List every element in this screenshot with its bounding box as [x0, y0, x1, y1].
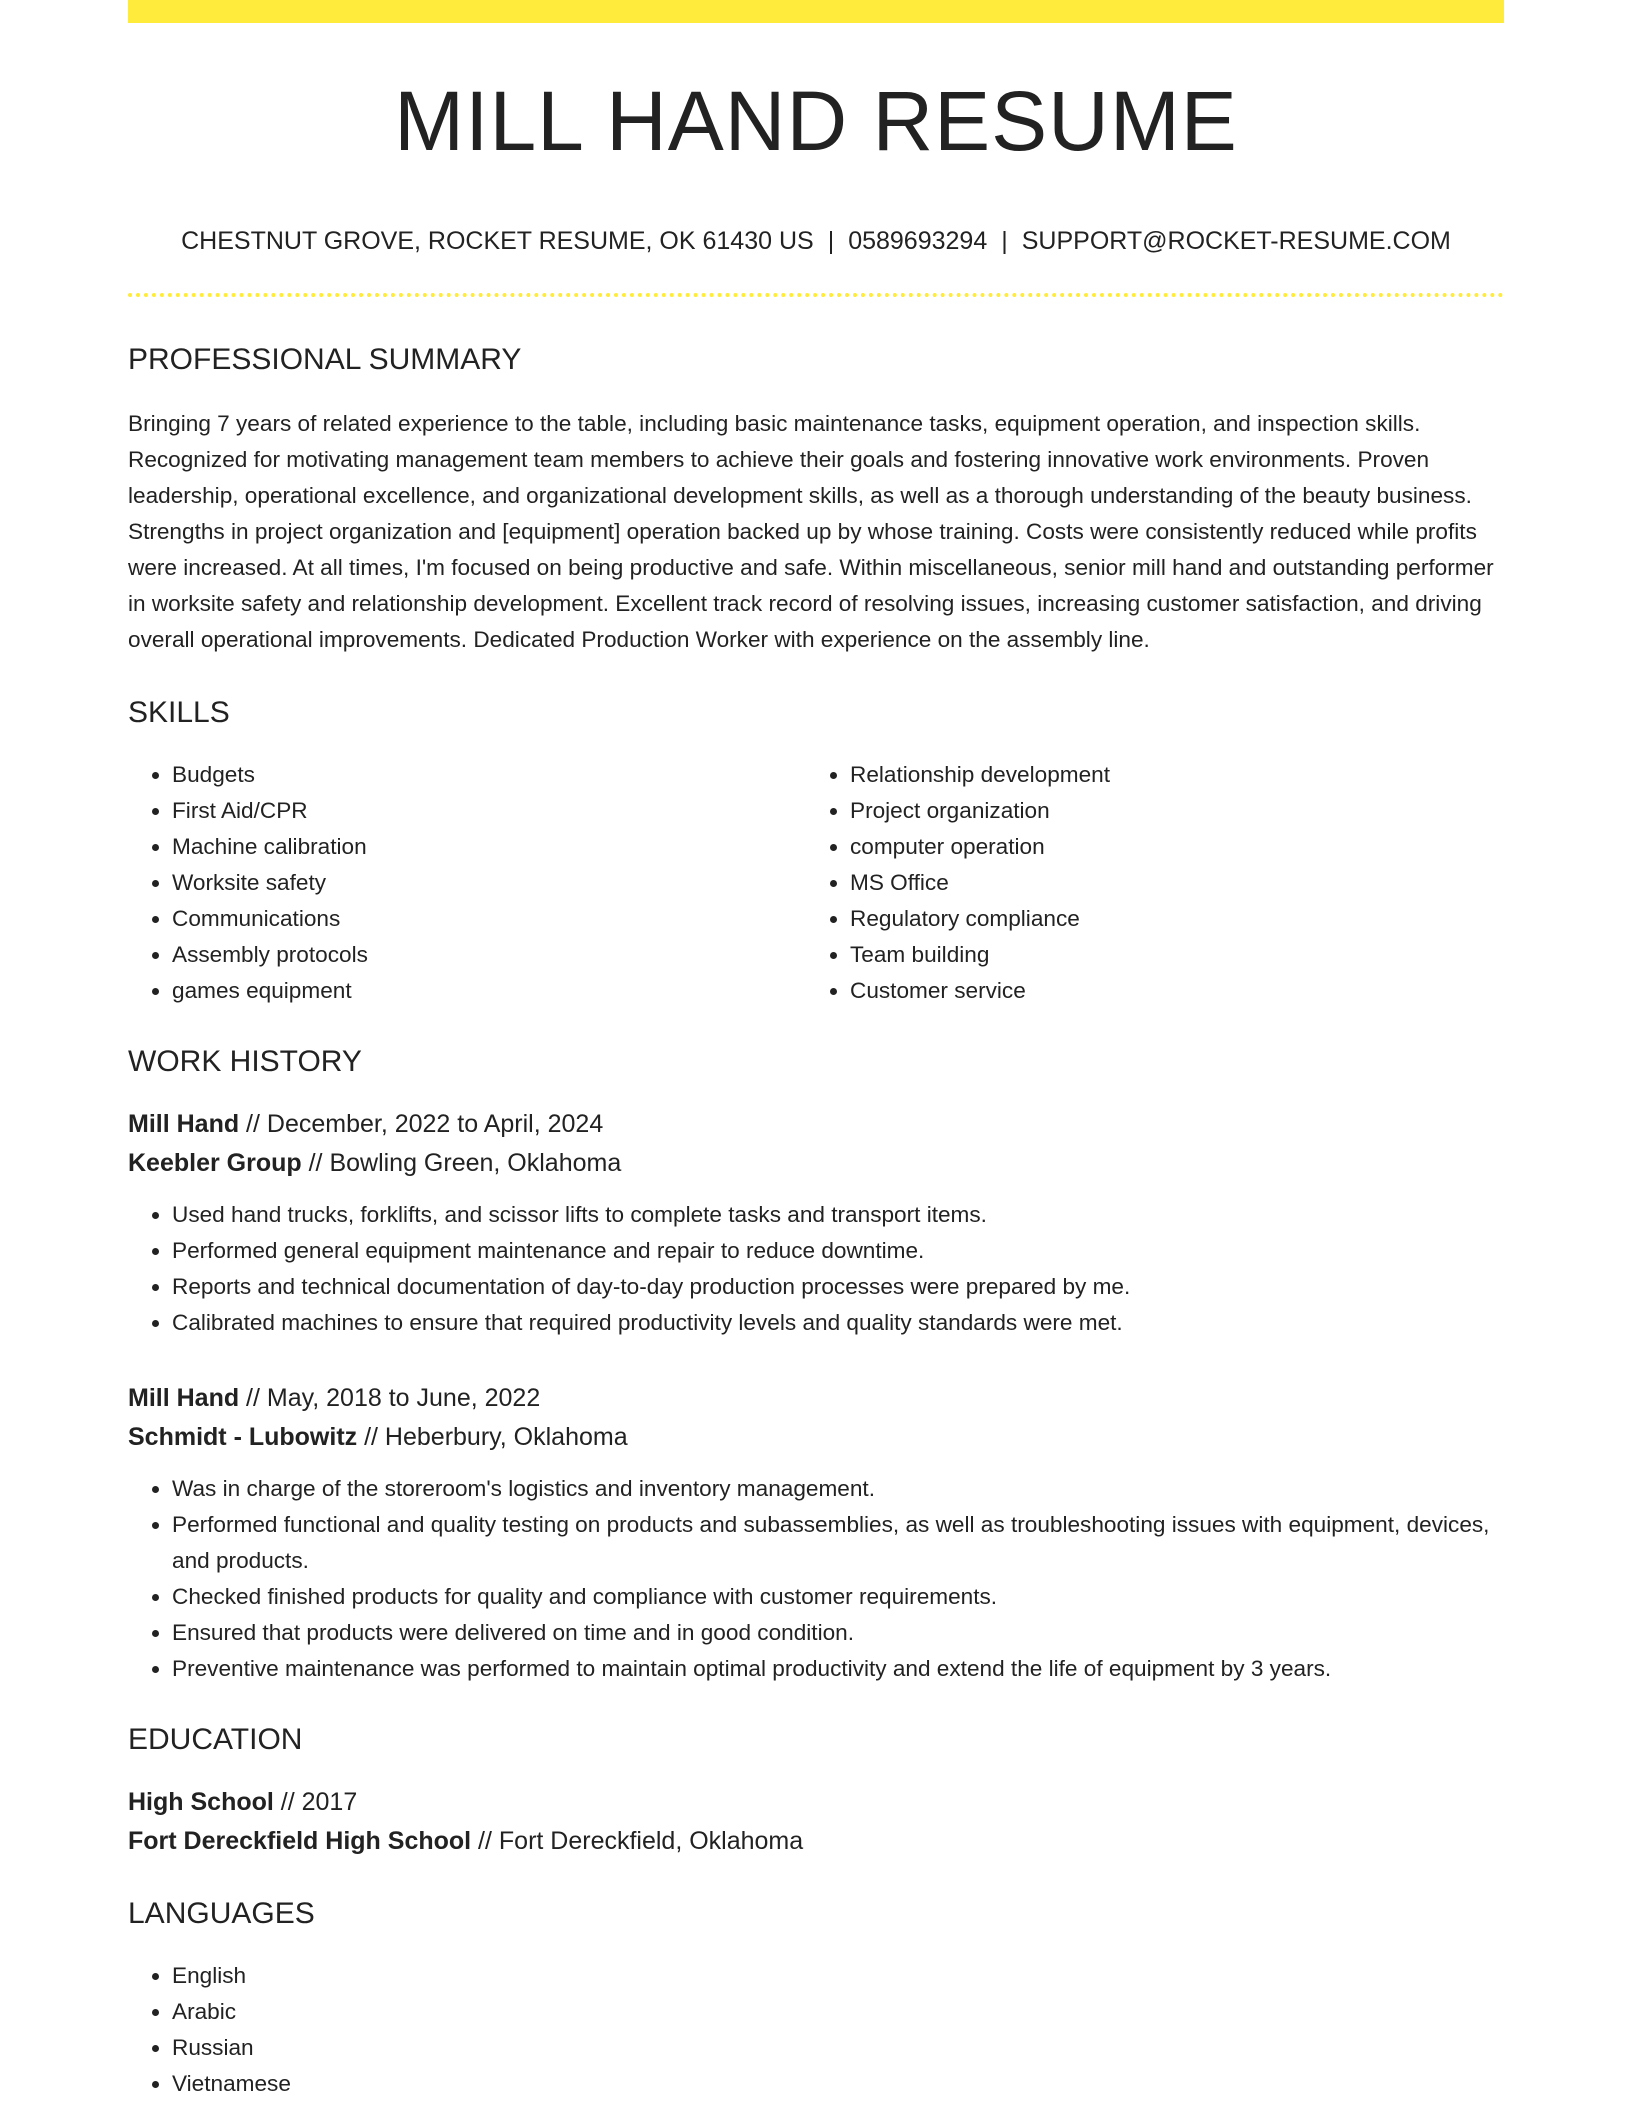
education-degree-line [128, 1783, 1504, 1822]
education-school-line [128, 1822, 1504, 1861]
skills-heading: SKILLS [128, 696, 230, 729]
language-item: • Russian [172, 2030, 1504, 2066]
job-bullet: • Ensured that products were delivered on time and in good condition. [172, 1615, 1504, 1651]
job-bullet: • Reports and technical documentation of day-to-day production processes were prepared by me. [172, 1269, 1504, 1305]
job-location: // Bowling Green, Oklahoma [301, 1149, 622, 1177]
work-history-heading: WORK HISTORY [128, 1045, 362, 1078]
education-year: // 2017 [273, 1788, 358, 1816]
job-company-line [128, 1418, 1504, 1457]
job-bullet: • Calibrated machines to ensure that required productivity levels and quality standards were met. [172, 1305, 1504, 1341]
language-item: • Vietnamese [172, 2066, 1504, 2102]
job-bullet: • Performed functional and quality testing on products and subassemblies, as well as troubleshooting issues with equipment, devices, and products. [172, 1507, 1504, 1579]
job-bullet: • Preventive maintenance was performed to maintain optimal productivity and extend the life of equipment by 3 years. [172, 1651, 1504, 1687]
skill-item: • Worksite safety [172, 865, 806, 901]
languages-list [128, 1958, 1504, 2102]
language-item: • Arabic [172, 1994, 1504, 2030]
language-item: • English [172, 1958, 1504, 1994]
job-bullet: • Used hand trucks, forklifts, and scissor lifts to complete tasks and transport items. [172, 1197, 1504, 1233]
skill-item: • Regulatory compliance [850, 901, 1484, 937]
summary-heading: PROFESSIONAL SUMMARY [128, 343, 522, 376]
job-role: Mill Hand [128, 1110, 240, 1138]
skill-item: • First Aid/CPR [172, 793, 806, 829]
education-heading: EDUCATION [128, 1723, 303, 1756]
skill-item: • Machine calibration [172, 829, 806, 865]
job-role-line [128, 1379, 1504, 1418]
education-school: Fort Dereckfield High School [128, 1827, 472, 1855]
contact-separator: | [827, 227, 835, 255]
job-entry [128, 1105, 1504, 1341]
dotted-divider [128, 293, 1504, 297]
job-company-line [128, 1144, 1504, 1183]
job-entry [128, 1379, 1504, 1687]
job-bullet: • Checked finished products for quality and compliance with customer requirements. [172, 1579, 1504, 1615]
skill-item: • Project organization [850, 793, 1484, 829]
contact-line [128, 229, 1504, 254]
resume-page [128, 0, 1504, 2102]
resume-title: MILL HAND RESUME [394, 74, 1238, 168]
accent-bar [128, 0, 1504, 23]
job-company: Keebler Group [128, 1149, 302, 1177]
skill-item: • Customer service [850, 973, 1484, 1009]
skills-list [128, 757, 1504, 1009]
job-bullets [128, 1471, 1504, 1687]
job-bullet: • Performed general equipment maintenance and repair to reduce downtime. [172, 1233, 1504, 1269]
job-dates: // December, 2022 to April, 2024 [239, 1110, 604, 1138]
skills-column-left [128, 757, 806, 1009]
education-location: // Fort Dereckfield, Oklahoma [471, 1827, 804, 1855]
job-dates: // May, 2018 to June, 2022 [239, 1384, 541, 1412]
job-company: Schmidt - Lubowitz [128, 1423, 358, 1451]
skill-item: • Communications [172, 901, 806, 937]
contact-separator: | [1001, 227, 1008, 255]
education-entry [128, 1783, 1504, 1861]
email: SUPPORT@ROCKET-RESUME.COM [1021, 227, 1451, 255]
phone: 0589693294 [848, 227, 988, 255]
skill-item: • Relationship development [850, 757, 1484, 793]
skills-column-right [806, 757, 1484, 1009]
skill-item: • Budgets [172, 757, 806, 793]
skill-item: • computer operation [850, 829, 1484, 865]
skill-item: • games equipment [172, 973, 806, 1009]
skill-item: • MS Office [850, 865, 1484, 901]
job-bullet: • Was in charge of the storeroom's logistics and inventory management. [172, 1471, 1504, 1507]
job-bullets [128, 1197, 1504, 1341]
skill-item: • Team building [850, 937, 1484, 973]
summary-text: Bringing 7 years of related experience to the table, including basic maintenance tasks, equipment operation, and inspection skills. Recognized for motivating management team members to achieve their goals and fostering innovative work environments. Proven leadership, operational excellence, and organizational development skills, as well as a thorough understanding of the beauty business. Strengths in project organization and [equipment] operation backed up by whose training. Costs were consistently reduced while profits were increased. At all times, I'm focused on being productive and safe. Within miscellaneous, senior mill hand and outstanding performer in worksite safety and relationship development. Excellent track record of resolving issues, increasing customer satisfaction, and driving overall operational improvements. Dedicated Production Worker with experience on the assembly line. [128, 411, 1494, 652]
job-role: Mill Hand [128, 1384, 240, 1412]
education-degree: High School [128, 1788, 274, 1816]
languages-heading: LANGUAGES [128, 1897, 315, 1930]
skill-item: • Assembly protocols [172, 937, 806, 973]
job-role-line [128, 1105, 1504, 1144]
job-location: // Heberbury, Oklahoma [357, 1423, 628, 1451]
address: CHESTNUT GROVE, ROCKET RESUME, OK 61430 US [181, 227, 814, 255]
